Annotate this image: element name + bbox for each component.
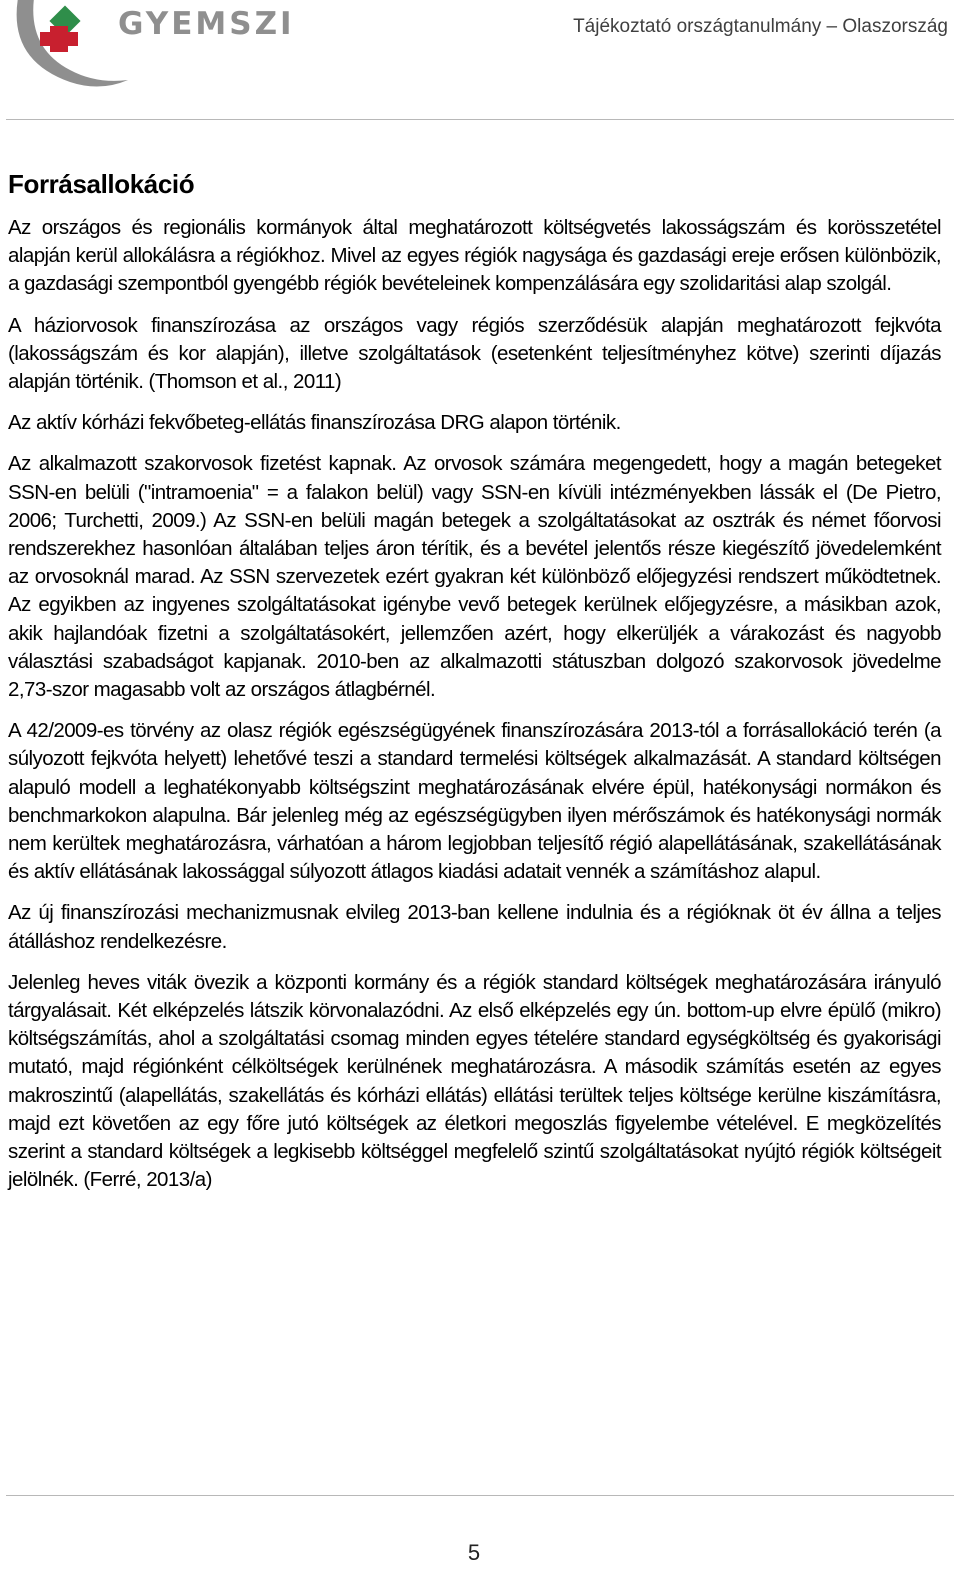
- logo-text: GYEMSZI: [118, 6, 295, 42]
- document-title: Tájékoztató országtanulmány – Olaszország: [573, 16, 948, 37]
- paragraph: A 42/2009-es törvény az olasz régiók egészségügyének finanszírozására 2013-tól a forrásallokáció terén (a súlyozott fejkvóta helyett) lehetővé teszi a standard termelési költségek alkalmazását. A standard költségen alapuló modell a leghatékonyabb költségszint meghatározásának elvére épül, hatékonysági normákon és benchmarkokon alapulna. Bár jelenleg még az egészségügyben ilyen mérőszámok és hatékonysági normák nem kerültek meghatározásra, várhatóan a három legjobban teljesítő régió alapellátásának, szakellátásának és aktív ellátásának lakossággal súlyozott átlagos kiadási adatait vennék a számításhoz alapul.: [8, 719, 941, 884]
- paragraph: Az országos és regionális kormányok által meghatározott költségvetés lakosságszám és korösszetétel alapján kerül allokálásra a régiókhoz. Mivel az egyes régiók nagysága és gazdasági ereje erősen különbözik, a gazdasági szempontból gyengébb régiók bevételeinek kompenzálására egy szolidaritási alap szolgál.: [8, 216, 941, 296]
- paragraph: Az új finanszírozási mechanizmusnak elvileg 2013-ban kellene indulnia és a régióknak öt év állna a teljes átálláshoz rendelkezésre.: [8, 901, 941, 953]
- paragraph: Az alkalmazott szakorvosok fizetést kapnak. Az orvosok számára megengedett, hogy a magán betegeket SSN-en belüli ("intramoenia" = a falakon belül) vagy SSN-en kívüli intézményekben lássák el (De Pietro, 2006; Turchetti, 2009.) Az SSN-en belüli magán betegek a szolgáltatásokat az osztrák és német főorvosi rendszerekhez hasonlóan általában teljes áron térítik, és a bevétel jelentős része kiegészítő jövedelemként az orvosoknál marad. Az SSN szervezetek ezért gyakran két különböző előjegyzési rendszert működtetnek. Az egyikben az ingyenes szolgáltatásokat igénybe vevő betegek kerülnek előjegyzésre, a másikban azok, akik hajlandóak fizetni a szolgáltatásokért, jellemzően azért, hogy elkerüljék a várakozást és nagyobb választási szabadságot kapjanak. 2010-ben az alkalmazotti státuszban dolgozó szakorvosok jövedelme 2,73-szor magasabb volt az országos átlagbérnél.: [8, 452, 941, 702]
- section-heading: Forrásallokáció: [8, 169, 195, 199]
- paragraph: Az aktív kórházi fekvőbeteg-ellátás finanszírozása DRG alapon történik.: [8, 411, 621, 435]
- page-number: 5: [467, 1540, 481, 1565]
- gyemszi-logo: [0, 0, 300, 100]
- header-divider: [6, 119, 954, 120]
- paragraph: Jelenleg heves viták övezik a központi kormány és a régiók standard költségek meghatározására irányuló tárgyalásait. Két elképzelés látszik körvonalazódni. Az első elképzelés egy ún. bottom-up elvre épülő (mikro) költségszámítás, ahol a szolgáltatási csomag minden egyes tételére standard egységköltség és gyakorisági mutató, majd régiónként célköltségek kerülnének meghatározásra. A második számítás esetén az egyes makroszintű (alapellátás, szakellátás és kórházi ellátás) ellátási terültek teljes költsége kerülne kiszámításra, majd ezt követően az egy főre jutó költségek az életkori megoszlás figyelembe vételével. E megközelítés szerint a standard költségek a legkisebb költséggel megfelelő szintű szolgáltatásokat nyújtó régiók költségeit jelölnék. (Ferré, 2013/a): [8, 970, 941, 1192]
- footer-divider: [6, 1495, 954, 1496]
- page-header: [0, 0, 960, 122]
- main-content: [8, 168, 941, 1208]
- paragraph: A háziorvosok finanszírozása az országos vagy régiós szerződésük alapján meghatározott fejkvóta (lakosságszám és kor alapján), illetve szolgáltatások (esetenként teljesítményhez kötve) szerinti díjazás alapján történik. (Thomson et al., 2011): [8, 313, 941, 394]
- logo-red-cross-horizontal: [40, 32, 78, 46]
